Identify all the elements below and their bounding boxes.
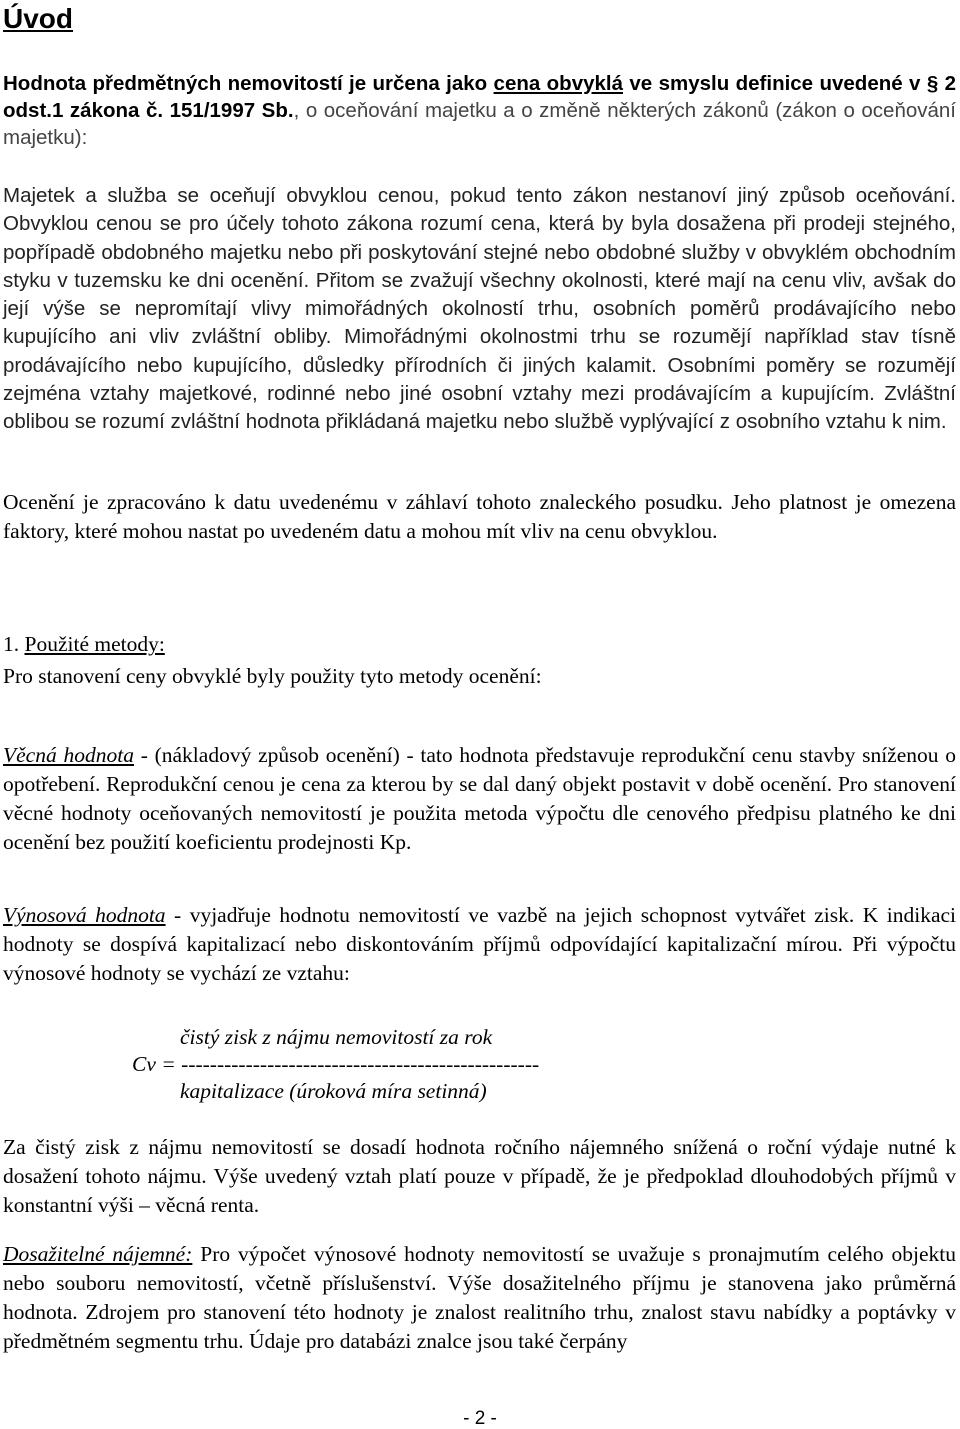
page-title: Úvod (3, 3, 73, 34)
definition-paragraph: Majetek a služba se oceňují obvyklou cenou, pokud tento zákon nestanoví jiný způsob oceňování. Obvyklou cenou se pro účely tohoto zákona rozumí cena, která by byla dosažena při prodeji stejného, popřípadě obdobného majetku nebo při poskytování stejné nebo obdobné služby v obvyklém obchodním styku v tuzemsku ke dni ocenění. Přitom se zvažují všechny okolnosti, které mají na cenu vliv, avšak do její výše se nepromítají vlivy mimořádných okolností trhu, osobních poměrů prodávajícího nebo kupujícího ani vliv zvláštní obliby. Mimořádnými okolnostmi trhu se rozumějí například stav tísně prodávajícího nebo kupujícího, důsledky přírodních či jiných kalamit. Osobními poměry se rozumějí zejména vztahy majetkové, rodinné nebo jiné osobní vztahy mezi prodávajícím a kupujícím. Zvláštní oblibou se rozumí zvláštní hodnota přikládaná majetku nebo službě vyplývající z osobního vztahu k nim. (3, 184, 956, 434)
net-profit-paragraph: Za čistý zisk z nájmu nemovitostí se dosadí hodnota ročního nájemného snížená o roční výdaje nutné k dosažení tohoto nájmu. Výše uvedený vztah platí pouze v případě, že je předpoklad dlouhodobých příjmů v konstantní výši – věcná renta. (3, 1135, 956, 1217)
vynosova-text: - vyjadřuje hodnotu nemovitostí ve vazbě na jejich schopnost vytvářet zisk. K indikaci hodnoty se dospívá kapitalizací nebo diskontováním příjmů odpovídající kapitalizační mírou. Při výpočtu výnosové hodnoty se vychází ze vztahu: (3, 903, 956, 985)
formula-lhs: Cv = (132, 1052, 182, 1076)
formula-numerator: čistý zisk z nájmu nemovitostí za rok (180, 1025, 493, 1049)
vynosova-paragraph (3, 901, 956, 988)
methods-heading (3, 630, 956, 659)
intro-link-cena-obvykla: cena obvyklá (493, 72, 624, 95)
vecna-text: - (nákladový způsob ocenění) - tato hodnota představuje reprodukční cenu stavby sníženou o opotřebení. Reprodukční cenou je cena za kterou by se dal daný objekt postavit v době ocenění. Pro stanovení věcné hodnoty oceňovaných nemovitostí je použita metoda výpočtu dle cenového předpisu platného ke dni ocenění bez použití koeficientu prodejnosti Kp. (3, 743, 956, 854)
formula-fraction-bar: -------------------------------------------------- (181, 1052, 540, 1076)
rent-paragraph (3, 1240, 956, 1356)
validity-paragraph: Ocenění je zpracováno k datu uvedenému v záhlaví tohoto znaleckého posudku. Jeho platnost je omezena faktory, které mohou nastat po uvedeném datu a mohou mít vliv na cenu obvyklou. (3, 490, 956, 543)
formula-denominator: kapitalizace (úroková míra setinná) (180, 1079, 487, 1103)
methods-heading-text: Použité metody: (24, 632, 165, 656)
rent-term: Dosažitelné nájemné: (3, 1242, 193, 1266)
formula-main-line (132, 1050, 539, 1079)
methods-heading-number: 1. (3, 632, 25, 656)
intro-paragraph (3, 70, 956, 151)
vynosova-term: Výnosová hodnota (3, 903, 166, 927)
vecna-paragraph (3, 741, 956, 857)
page-number: - 2 - (463, 1408, 497, 1429)
methods-intro: Pro stanovení ceny obvyklé byly použity tyto metody ocenění: (3, 664, 542, 688)
rent-text: Pro výpočet výnosové hodnoty nemovitostí se uvažuje s pronajmutím celého objektu nebo souboru nemovitostí, včetně příslušenství. Výše dosažitelného příjmu je stanovena jako průměrná hodnota. Zdrojem pro stanovení této hodnoty je znalost realitního trhu, znalost stavu nabídky a poptávky v předmětném segmentu trhu. Údaje pro databázi znalce jsou také čerpány (3, 1242, 956, 1353)
intro-text-b: ve smyslu definice uvedené v § 2 odst.1 zákona č. 151/1997 Sb. (3, 72, 957, 122)
intro-text-c: , o oceňování majetku a o změně některých zákonů (zákon o oceňování majetku): (3, 99, 956, 149)
intro-text-a: Hodnota předmětných nemovitostí je určena jako (3, 72, 494, 95)
vecna-term: Věcná hodnota (3, 743, 134, 767)
